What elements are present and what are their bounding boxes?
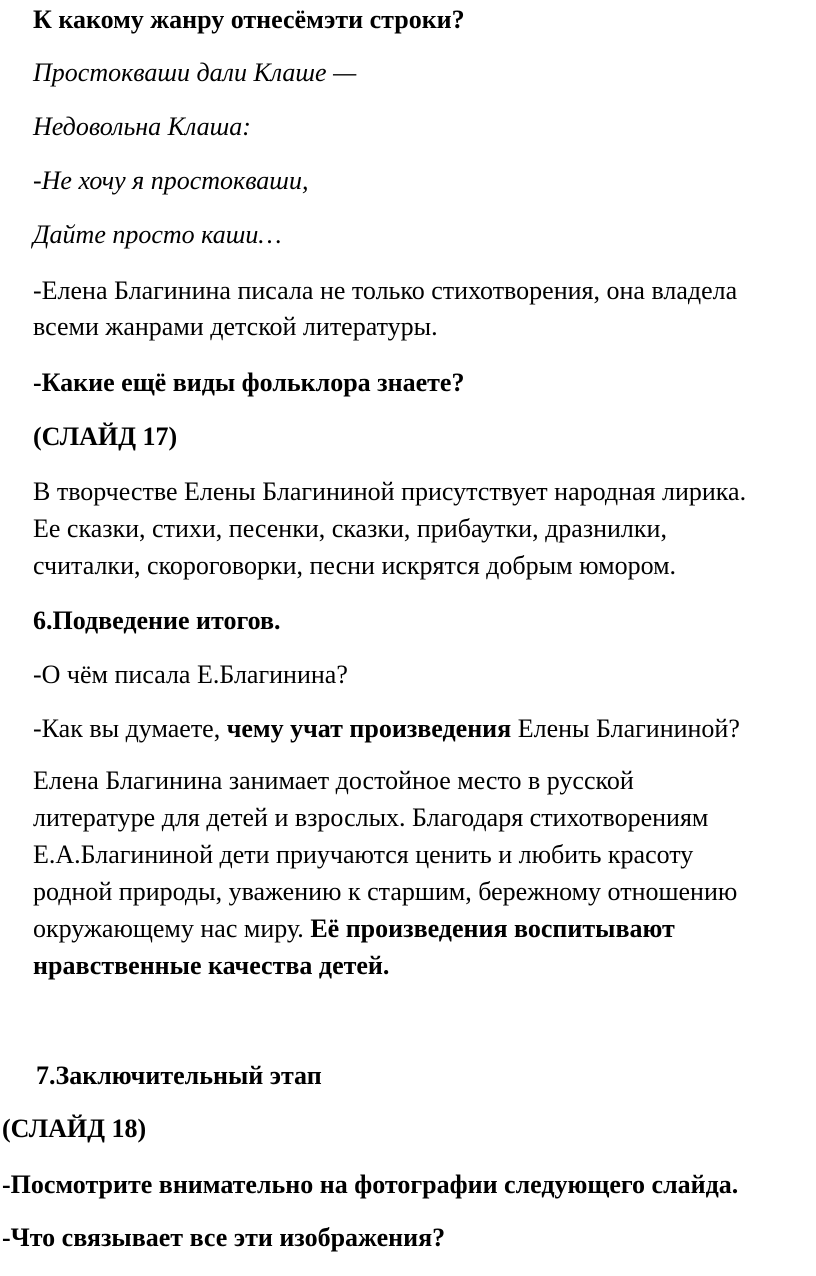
paragraph-summary-line-5-plain: окружающему нас миру. (33, 914, 311, 943)
poem-line-4: Дайте просто каши… (33, 220, 282, 249)
section-heading-7: 7.Заключительный этап (36, 1061, 322, 1090)
paragraph-summary-line-5 (33, 912, 675, 946)
paragraph-summary-line-3: Е.А.Благининой дети приучаются ценить и любить красоту (33, 840, 694, 869)
question-what-connects: -Что связывает все эти изображения? (2, 1223, 446, 1252)
paragraph-summary-line-2: литературе для детей и взрослых. Благодаря стихотворениям (33, 803, 709, 832)
question-what-teach-part-2: Елены Благининой? (511, 714, 740, 743)
paragraph-genres-line-1: -Елена Благинина писала не только стихотворения, она владела (33, 276, 738, 305)
paragraph-summary-line-6: нравственные качества детей. (33, 951, 390, 980)
question-what-wrote: -О чём писала Е.Благинина? (33, 660, 348, 689)
slide-18-label: (СЛАЙД 18) (2, 1114, 147, 1143)
question-genre: К какому жанру отнесёмэти строки? (33, 5, 465, 34)
paragraph-summary-line-1: Елена Благинина занимает достойное место в русской (33, 766, 634, 795)
poem-line-2: Недовольна Клаша: (33, 112, 251, 141)
question-folklore: -Какие ещё виды фольклора знаете? (33, 368, 465, 397)
paragraph-genres-line-2: всеми жанрами детской литературы. (33, 312, 438, 341)
paragraph-lyrics-line-1: В творчестве Елены Благининой присутствует народная лирика. (33, 477, 747, 506)
poem-line-3: -Не хочу я простокваши, (33, 166, 309, 195)
paragraph-summary-line-4: родной природы, уважению к старшим, бережному отношению (33, 877, 738, 906)
question-what-teach-bold: чему учат произведения (226, 714, 512, 743)
paragraph-lyrics-line-3: считалки, скороговорки, песни искрятся добрым юмором. (33, 551, 677, 580)
slide-17-label: (СЛАЙД 17) (33, 422, 178, 451)
poem-line-1: Простокваши дали Клаше — (33, 58, 357, 87)
question-what-teach-part-1: -Как вы думаете, (33, 714, 227, 743)
instruction-look-photos: -Посмотрите внимательно на фотографии следующего слайда. (2, 1170, 739, 1199)
paragraph-lyrics-line-2: Ее сказки, стихи, песенки, сказки, прибаутки, дразнилки, (33, 514, 667, 543)
paragraph-summary-line-5-bold: Её произведения воспитывают (310, 914, 675, 943)
question-what-teach (33, 712, 740, 746)
section-heading-6: 6.Подведение итогов. (33, 606, 281, 635)
